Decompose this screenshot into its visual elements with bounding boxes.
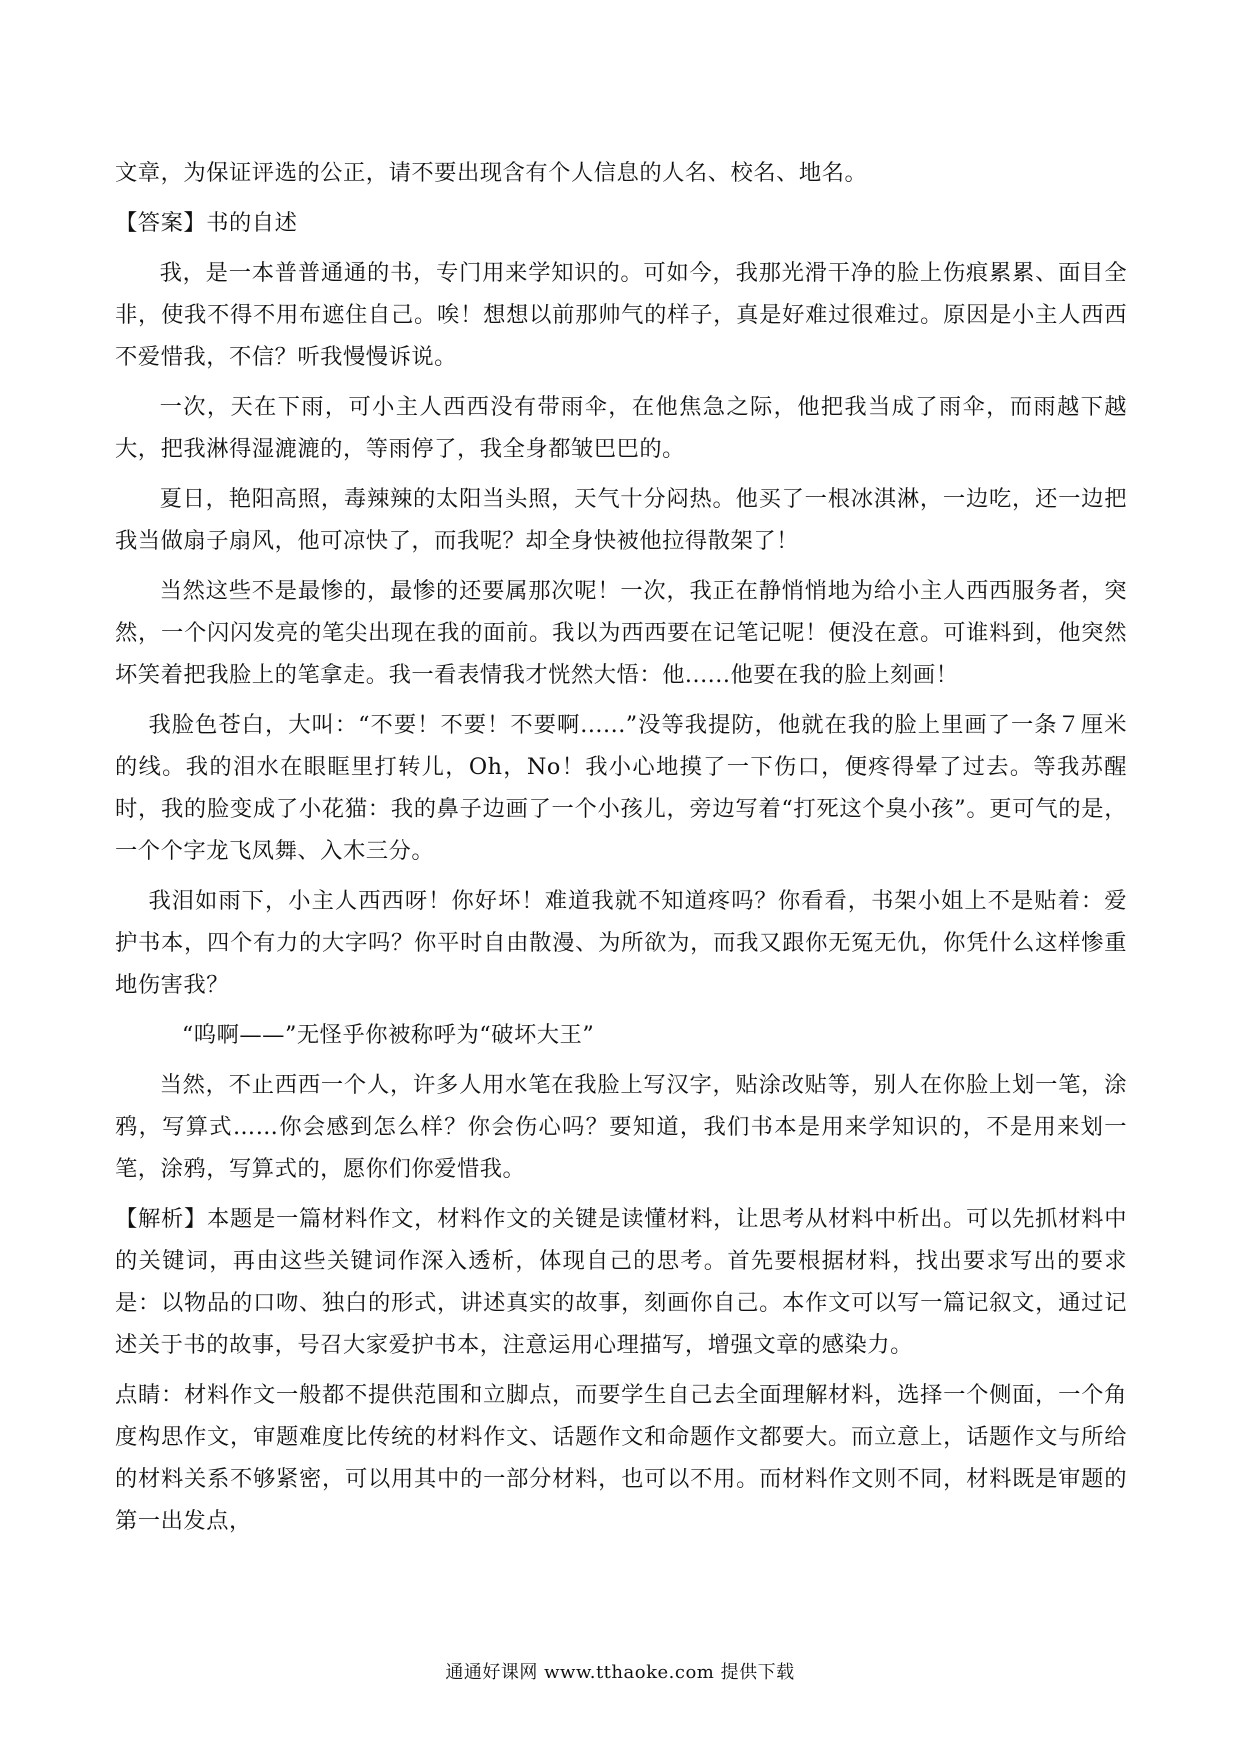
essay-paragraph: 我泪如雨下，小主人西西呀！你好坏！难道我就不知道疼吗？你看看，书架小姐上不是贴着：爱护书本，四个有力的大字吗？你平时自由散漫、为所欲为，而我又跟你无冤无仇，你凭什么这样惨重地伤害我？ [115, 888, 1127, 998]
document-body [115, 152, 1127, 1550]
essay-paragraph: 我脸色苍白，大叫：“不要！不要！不要啊......”没等我提防，他就在我的脸上里画了一条７厘米的线。我的泪水在眼眶里打转儿，Oh，No！我小心地摸了一下伤口，便疼得晕了过去。等我苏醒时，我的脸变成了小花猫：我的鼻子边画了一个小孩儿，旁边写着“打死这个臭小孩”。更可气的是，一个个字龙飞凤舞、入木三分。 [115, 712, 1127, 864]
essay-paragraph: 我，是一本普普通通的书，专门用来学知识的。可如今，我那光滑干净的脸上伤痕累累、面目全非，使我不得不用布遮住自己。唉！想想以前那帅气的样子，真是好难过很难过。原因是小主人西西不爱惜我，不信？听我慢慢诉说。 [115, 260, 1127, 370]
analysis-label: 【解析】 [115, 1206, 208, 1232]
essay-paragraph: 当然这些不是最惨的，最惨的还要属那次呢！一次，我正在静悄悄地为给小主人西西服务者，突然，一个闪闪发亮的笔尖出现在我的面前。我以为西西要在记笔记呢！便没在意。可谁料到，他突然坏笑着把我脸上的笔拿走。我一看表情我才恍然大悟：他......他要在我的脸上刻画！ [115, 578, 1127, 688]
essay-title: 书的自述 [206, 210, 298, 236]
essay-paragraph: 夏日，艳阳高照，毒辣辣的太阳当头照，天气十分闷热。他买了一根冰淇淋，一边吃，还一边把我当做扇子扇风，他可凉快了，而我呢？却全身快被他拉得散架了！ [115, 486, 1127, 554]
essay-paragraph: “呜啊——”无怪乎你被称呼为“破坏大王” [181, 1022, 595, 1048]
essay-paragraph: 一次，天在下雨，可小主人西西没有带雨伞，在他焦急之际，他把我当成了雨伞，而雨越下越大，把我淋得湿漉漉的，等雨停了，我全身都皱巴巴的。 [115, 394, 1127, 462]
intro-line: 文章，为保证评选的公正，请不要出现含有个人信息的人名、校名、地名。 [115, 160, 868, 186]
page-footer: 通通好课网 www.tthaoke.com 提供下载 [445, 1662, 795, 1683]
analysis-paragraph [115, 1198, 1127, 1366]
answer-label: 【答案】 [115, 210, 207, 236]
analysis-text: 本题是一篇材料作文，材料作文的关键是读懂材料，让思考从材料中析出。可以先抓材料中的关键词，再由这些关键词作深入透析，体现自己的思考。首先要根据材料，找出要求写出的要求是：以物品的口吻、独白的形式，讲述真实的故事，刻画你自己。本作文可以写一篇记叙文，通过记述关于书的故事，号召大家爱护书本，注意运用心理描写，增强文章的感染力。 [115, 1206, 1127, 1358]
essay-paragraph: 当然，不止西西一个人，许多人用水笔在我脸上写汉字，贴涂改贴等，别人在你脸上划一笔，涂鸦，写算式……你会感到怎么样？你会伤心吗？要知道，我们书本是用来学知识的，不是用来划一笔，涂鸦，写算式的，愿你们你爱惜我。 [115, 1072, 1127, 1182]
tip-paragraph [115, 1374, 1127, 1542]
tip-text: 材料作文一般都不提供范围和立脚点，而要学生自己去全面理解材料，选择一个侧面，一个角度构思作文，审题难度比传统的材料作文、话题作文和命题作文都要大。而立意上，话题作文与所给的材料关系不够紧密，可以用其中的一部分材料，也可以不用。而材料作文则不同，材料既是审题的第一出发点， [115, 1382, 1127, 1534]
answer-heading [115, 202, 1127, 244]
tip-label: 点睛： [115, 1382, 185, 1408]
